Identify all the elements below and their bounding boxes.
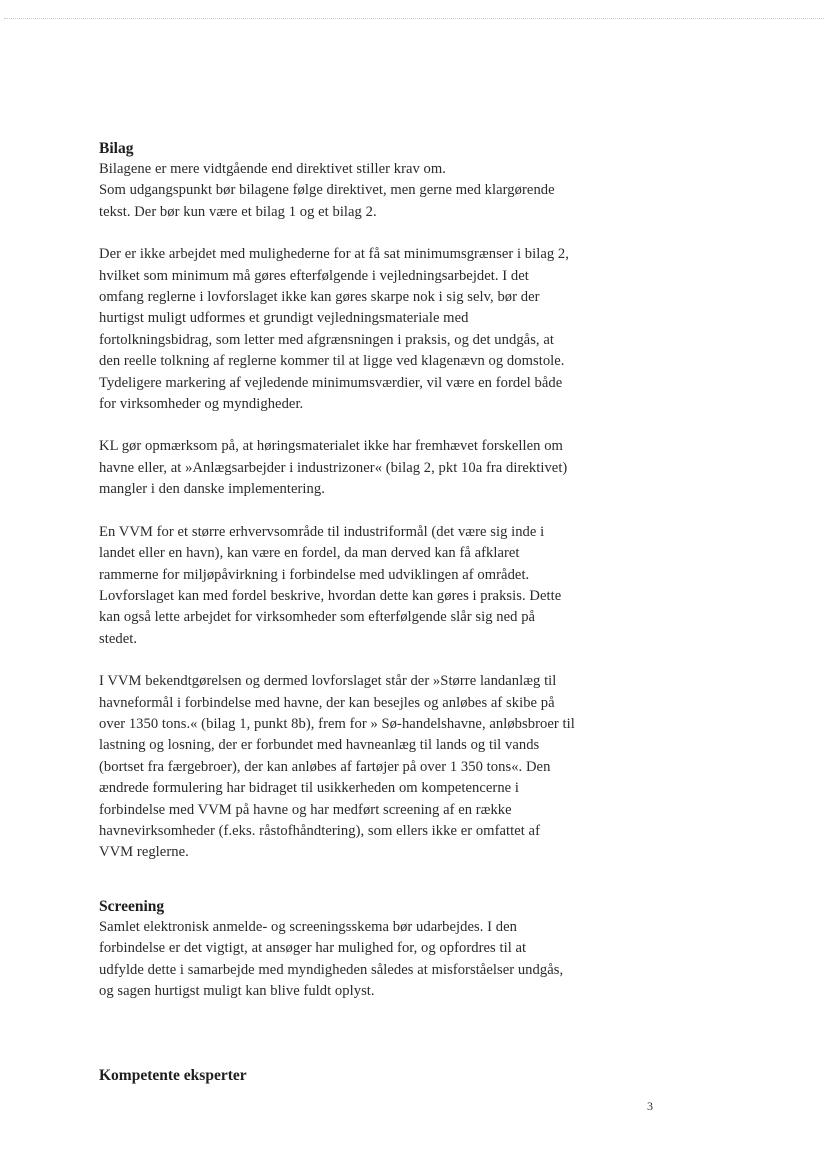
text-line: Lovforslaget kan med fordel beskrive, hvordan dette kan gøres i praksis. Dette (99, 587, 562, 604)
text-line: forbindelse med VVM på havne og har medført screening af en række (99, 801, 512, 818)
paragraph (99, 522, 644, 650)
text-line: Der er ikke arbejdet med mulighederne for at få sat minimumsgrænser i bilag 2, (99, 246, 569, 263)
text-line: tekst. Der bør kun være et bilag 1 og et bilag 2. (99, 203, 377, 220)
text-line: havne eller, at »Anlægsarbejder i industrizoner« (bilag 2, pkt 10a fra direktivet) (99, 459, 568, 476)
text-line: kan også lette arbejdet for virksomheder som efterfølgende slår sig ned på (99, 609, 536, 626)
text-line: Bilagene er mere vidtgående end direktivet stiller krav om. (99, 161, 446, 177)
text-line: Samlet elektronisk anmelde- og screeningsskema bør udarbejdes. I den (99, 918, 517, 935)
text-line: lastning og losning, der er forbundet med havneanlæg til lands og til vands (99, 737, 540, 754)
scan-edge-line (4, 18, 824, 19)
paragraph (99, 671, 644, 864)
section-heading-kompetente-eksperter: Kompetente eksperter (99, 1067, 247, 1085)
text-line: hurtigst muligt udformes et grundigt vejledningsmateriale med (99, 310, 469, 327)
text-line: den reelle tolkning af reglerne kommer til at ligge ved klagenævn og domstole. (99, 353, 565, 370)
text-line: En VVM for et større erhvervsområde til industriformål (det være sig inde i (99, 523, 545, 540)
text-line: Som udgangspunkt bør bilagene følge direktivet, men gerne med klargørende (99, 182, 555, 199)
text-line: ændrede formulering har bidraget til usikkerheden om kompetencerne i (99, 780, 519, 797)
text-line: Tydeligere markering af vejledende minimumsværdier, vil være en fordel både (99, 374, 563, 391)
paragraph (99, 159, 644, 223)
text-line: rammerne for miljøpåvirkning i forbindelse med udviklingen af området. (99, 566, 530, 583)
text-line: forbindelse er det vigtigt, at ansøger har mulighed for, og opfordres til at (99, 940, 527, 957)
text-line: stedet. (99, 630, 138, 647)
section-heading-screening: Screening (99, 897, 165, 915)
text-line: havneformål i forbindelse med havne, der kan besejles og anløbes af skibe på (99, 694, 555, 711)
paragraph (99, 244, 644, 415)
paragraph (99, 436, 644, 500)
text-line: for virksomheder og myndigheder. (99, 396, 304, 413)
document-page (99, 138, 644, 1086)
text-line: I VVM bekendtgørelsen og dermed lovforslaget står der »Større landanlæg til (99, 673, 557, 690)
text-line: hvilket som minimum må gøres efterfølgende i vejledningsarbejdet. I det (99, 267, 529, 284)
text-line: omfang reglerne i lovforslaget ikke kan gøres skarpe nok i sig selv, bør der (99, 289, 540, 306)
text-line: over 1350 tons.« (bilag 1, punkt 8b), frem for » Sø-handelshavne, anløbsbroer til (99, 715, 575, 732)
text-line: VVM reglerne. (99, 844, 189, 861)
paragraph (99, 917, 644, 1003)
text-line: udfylde dette i samarbejde med myndigheden således at misforståelser undgås, (99, 961, 564, 978)
text-line: landet eller en havn), kan være en fordel, da man derved kan få afklaret (99, 545, 520, 562)
text-line: fortolkningsbidrag, som letter med afgrænsningen i praksis, og det undgås, at (99, 331, 554, 348)
text-line: mangler i den danske implementering. (99, 481, 325, 498)
page-number: 3 (647, 1099, 653, 1113)
section-heading-bilag: Bilag (99, 140, 134, 157)
text-line: og sagen hurtigst muligt kan blive fuldt oplyst. (99, 983, 375, 999)
text-line: (bortset fra færgebroer), der kan anløbes af fartøjer på over 1 350 tons«. Den (99, 758, 551, 775)
text-line: havnevirksomheder (f.eks. råstofhåndtering), som ellers ikke er omfattet af (99, 822, 540, 839)
text-line: KL gør opmærksom på, at høringsmaterialet ikke har fremhævet forskellen om (99, 438, 563, 455)
